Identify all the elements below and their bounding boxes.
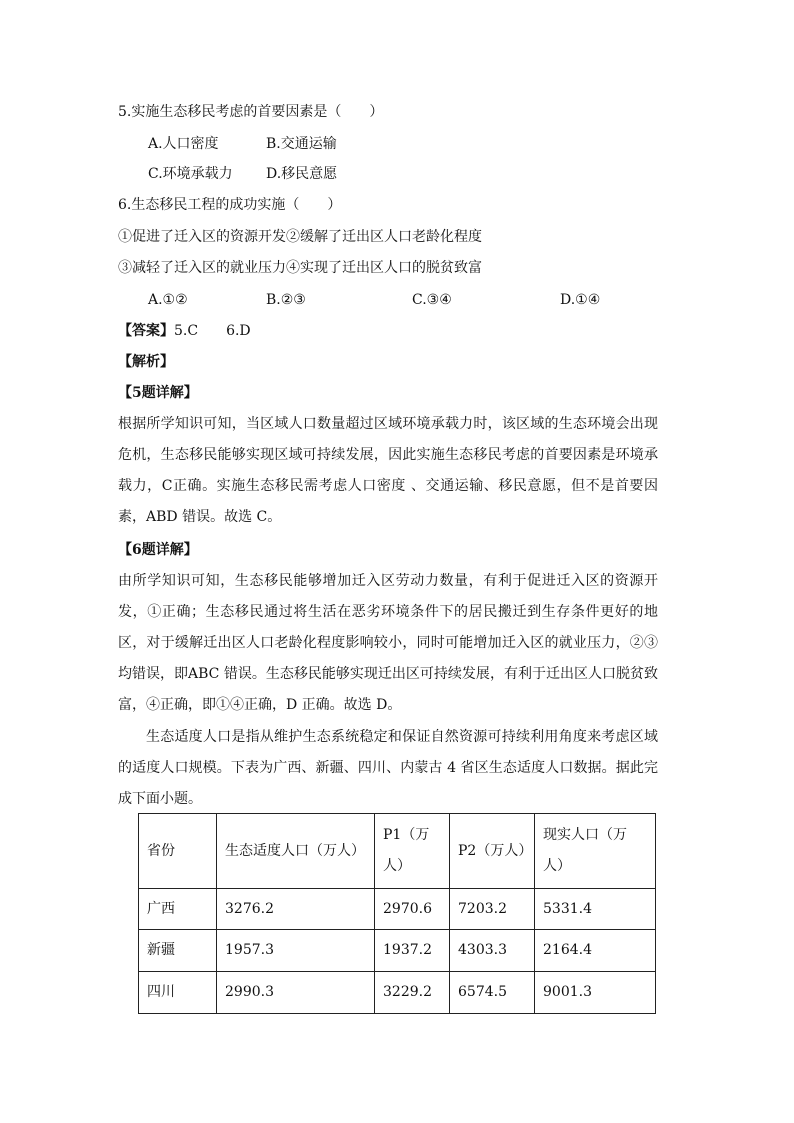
answer-text: 5.C 6.D xyxy=(174,323,251,339)
table-cell: 四川 xyxy=(139,972,217,1014)
table-cell: 3229.2 xyxy=(375,972,450,1014)
table-cell: 7203.2 xyxy=(450,889,535,930)
table-cell: 1957.3 xyxy=(217,930,375,972)
table-header-cell: 省份 xyxy=(139,814,217,889)
answer-label: 【答案】 xyxy=(118,323,174,339)
q5-option-c: C.环境承载力 xyxy=(148,166,233,182)
table-header-row xyxy=(139,814,656,889)
table-row xyxy=(139,889,656,930)
table-cell: 3276.2 xyxy=(217,889,375,930)
q5-option-a: A.人口密度 xyxy=(148,136,219,152)
q5-option-d: D.移民意愿 xyxy=(266,166,338,182)
population-table xyxy=(138,813,656,1014)
table-cell: 2164.4 xyxy=(535,930,656,972)
q6-detail-text: 由所学知识可知，生态移民能够增加迁入区劳动力数量，有利于促进迁入区的资源开发，①正确；生态移民通过将生活在恶劣环境条件下的居民搬迁到生存条件更好的地区，对于缓解迁出区人口老龄化程度影响较小，同时可能增加迁入区的就业压力，②③均错误，即ABC 错误。生态移民能够实现迁出区可持续发展，有利于迁出区人口脱贫致富，④正确，即①④正确，D 正确。故选 D。 xyxy=(118,573,658,713)
analysis-label: 【解析】 xyxy=(118,354,174,370)
q6-option-b: B.②③ xyxy=(266,292,306,308)
q5-detail-text: 根据所学知识可知，当区域人口数量超过区域环境承载力时，该区域的生态环境会出现危机，生态移民能够实现区域可持续发展，因此实施生态移民考虑的首要因素是环境承载力，C正确。实施生态移民需考虑人口密度 、交通运输、移民意愿，但不是首要因素，ABD 错误。故选 C。 xyxy=(118,416,658,525)
q6-option-c: C.③④ xyxy=(412,292,452,308)
q6-option-a: A.①② xyxy=(148,292,188,308)
q5-stem: 5.实施生态移民考虑的首要因素是（ ） xyxy=(118,104,384,120)
table-header-cell: P1（万人） xyxy=(375,814,450,889)
q6-stem: 6.生态移民工程的成功实施（ ） xyxy=(118,197,342,213)
table-cell: 1937.2 xyxy=(375,930,450,972)
table-cell: 广西 xyxy=(139,889,217,930)
q6-statement-line-2: ③减轻了迁入区的就业压力④实现了迁出区人口的脱贫致富 xyxy=(118,260,482,276)
table-cell: 9001.3 xyxy=(535,972,656,1014)
answer-line xyxy=(118,321,251,341)
q5-option-b: B.交通运输 xyxy=(266,136,337,152)
table-cell: 4303.3 xyxy=(450,930,535,972)
q6-option-d: D.①④ xyxy=(560,292,601,308)
table-cell: 5331.4 xyxy=(535,889,656,930)
table-header-cell: 现实人口（万人） xyxy=(535,814,656,889)
table-cell: 2970.6 xyxy=(375,889,450,930)
q6-statement-line-1: ①促进了迁入区的资源开发②缓解了迁出区人口老龄化程度 xyxy=(118,229,482,245)
table-cell: 6574.5 xyxy=(450,972,535,1014)
q5-detail-label: 【5题详解】 xyxy=(118,385,198,401)
table-cell: 2990.3 xyxy=(217,972,375,1014)
table-intro-text: 生态适度人口是指从维护生态系统稳定和保证自然资源可持续利用角度来考虑区域的适度人口规模。下表为广西、新疆、四川、内蒙古 4 省区生态适度人口数据。据此完成下面小题。 xyxy=(118,729,658,807)
table-row xyxy=(139,972,656,1014)
table-header-cell: P2（万人） xyxy=(450,814,535,889)
q6-detail-label: 【6题详解】 xyxy=(118,542,198,558)
table-cell: 新疆 xyxy=(139,930,217,972)
table-row xyxy=(139,930,656,972)
table-header-cell: 生态适度人口（万人） xyxy=(217,814,375,889)
